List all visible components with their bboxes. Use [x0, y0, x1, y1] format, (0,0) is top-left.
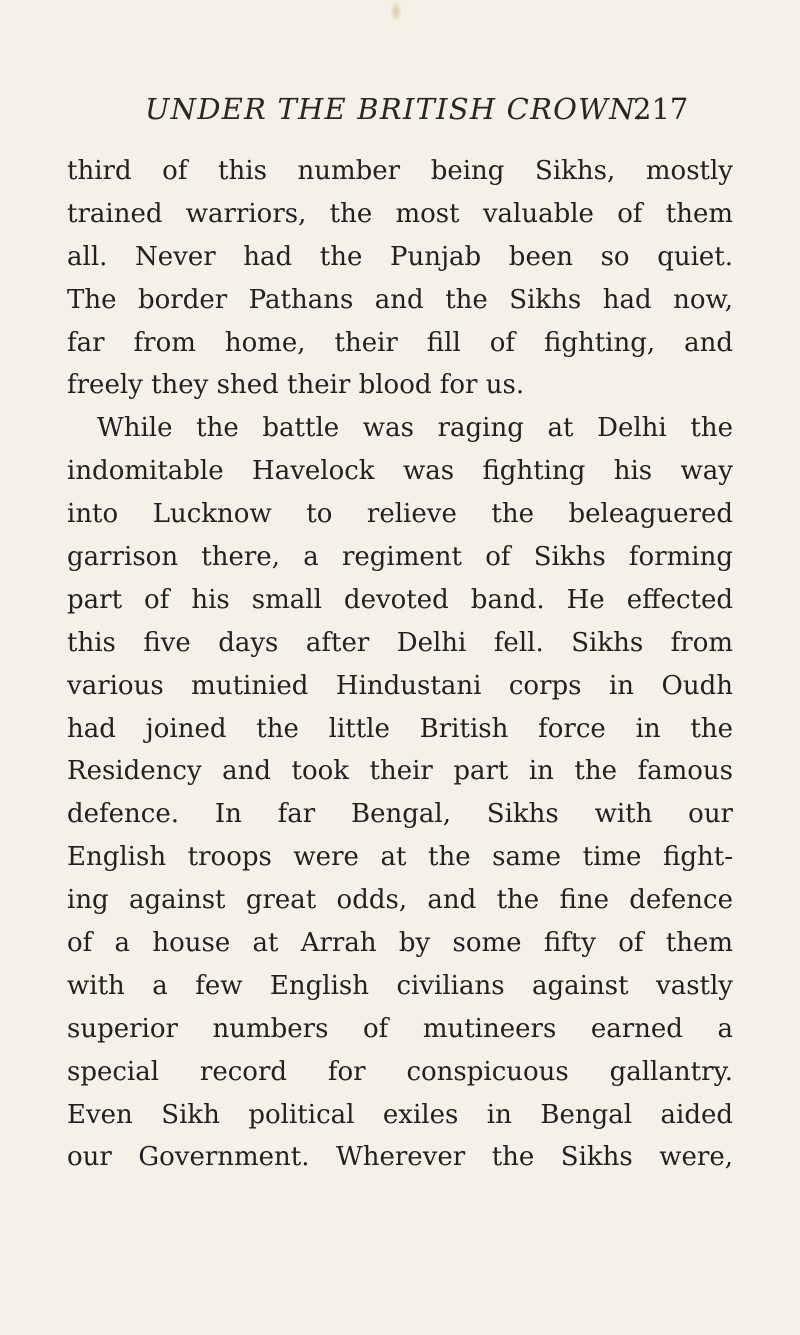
text-line: of a house at Arrah by some fifty of them — [67, 928, 733, 959]
text-line: this five days after Delhi fell. Sikhs from — [67, 627, 733, 658]
text-line: defence. In far Bengal, Sikhs with our — [67, 799, 733, 830]
paper-blemish — [390, 0, 402, 22]
text-line: with a few English civilians against vastly — [67, 970, 733, 1001]
text-line: trained warriors, the most valuable of them — [67, 198, 733, 229]
text-line: third of this number being Sikhs, mostly — [67, 156, 733, 186]
text-line: all. Never had the Punjab been so quiet. — [67, 241, 733, 272]
page-number: 217 — [633, 92, 689, 126]
text-line: ing against great odds, and the fine defence — [67, 885, 733, 916]
text-line: English troops were at the same time fight- — [67, 842, 733, 873]
running-head: UNDER THE BRITISH CROWN. — [145, 92, 645, 126]
text-line: indomitable Havelock was fighting his way — [67, 456, 733, 487]
text-line: into Lucknow to relieve the beleaguered — [67, 499, 733, 530]
text-line: our Government. Wherever the Sikhs were, — [67, 1142, 733, 1173]
text-line: special record for conspicuous gallantry. — [67, 1056, 733, 1087]
text-line: far from home, their fill of fighting, and — [67, 327, 733, 358]
text-line: freely they shed their blood for us. — [67, 370, 525, 401]
text-line: Residency and took their part in the famous — [67, 756, 733, 787]
text-line: part of his small devoted band. He effected — [67, 584, 733, 615]
page-header — [0, 92, 800, 132]
body-text — [67, 150, 733, 1179]
text-line: The border Pathans and the Sikhs had now, — [67, 284, 733, 315]
text-line: had joined the little British force in the — [67, 713, 733, 744]
text-line: garrison there, a regiment of Sikhs forming — [67, 542, 733, 573]
text-line: superior numbers of mutineers earned a — [67, 1013, 733, 1044]
text-line: While the battle was raging at Delhi the — [97, 413, 733, 444]
text-line: various mutinied Hindustani corps in Oudh — [67, 670, 733, 701]
text-line: Even Sikh political exiles in Bengal aided — [67, 1099, 733, 1130]
